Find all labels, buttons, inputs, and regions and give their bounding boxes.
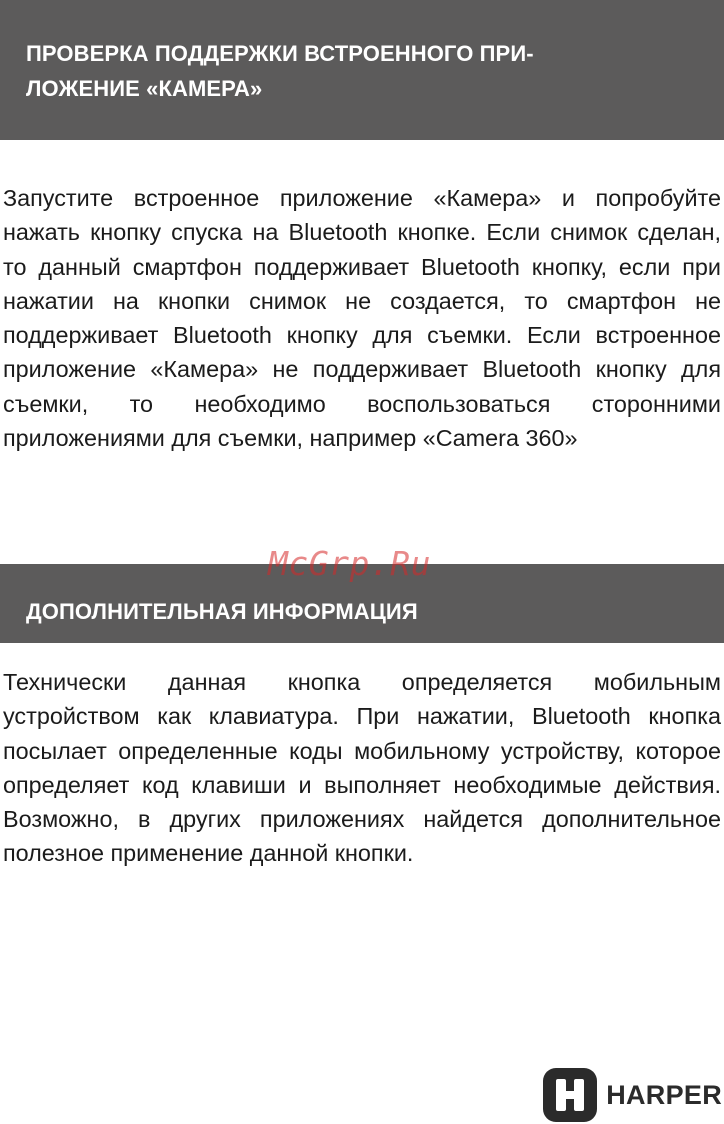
watermark: McGrp.Ru (268, 544, 431, 583)
harper-logo (543, 1067, 722, 1123)
section-heading-camera-check (0, 0, 724, 140)
additional-info-paragraph: Технически данная кнопка определяется мобильным устройством как клавиатура. При нажатии, Bluetooth кнопка посылает определенные коды мобильному устройству, которое определяет код клавиши и выполняет необходимые действия. Возможно, в других приложениях найдется дополнительное полезное применение данной кнопки. (3, 669, 721, 867)
section-heading-text: ДОПОЛНИТЕЛЬНАЯ ИНФОРМАЦИЯ (26, 599, 418, 624)
section-heading-line-1: ПРОВЕРКА ПОДДЕРЖКИ ВСТРОЕННОГО ПРИ- (26, 41, 534, 66)
brand-name: HARPER (606, 1079, 722, 1110)
camera-check-paragraph: Запустите встроенное приложение «Камера» и попробуйте нажать кнопку спуска на Bluetooth кнопке. Если снимок сделан, то данный смартфон поддерживает Bluetooth кнопку, если при нажатии на кнопки снимок не создается, то смартфон не поддерживает Bluetooth кнопку для съемки. Если встроенное приложение «Камера» не поддерживает Bluetooth кнопку для съемки, то необходимо воспользоваться сторонними приложениями для съемки, например «Camera 360» (3, 185, 721, 452)
section-heading-line-2: ЛОЖЕНИЕ «КАМЕРА» (26, 76, 263, 101)
harper-h-logo-icon (543, 1068, 597, 1122)
